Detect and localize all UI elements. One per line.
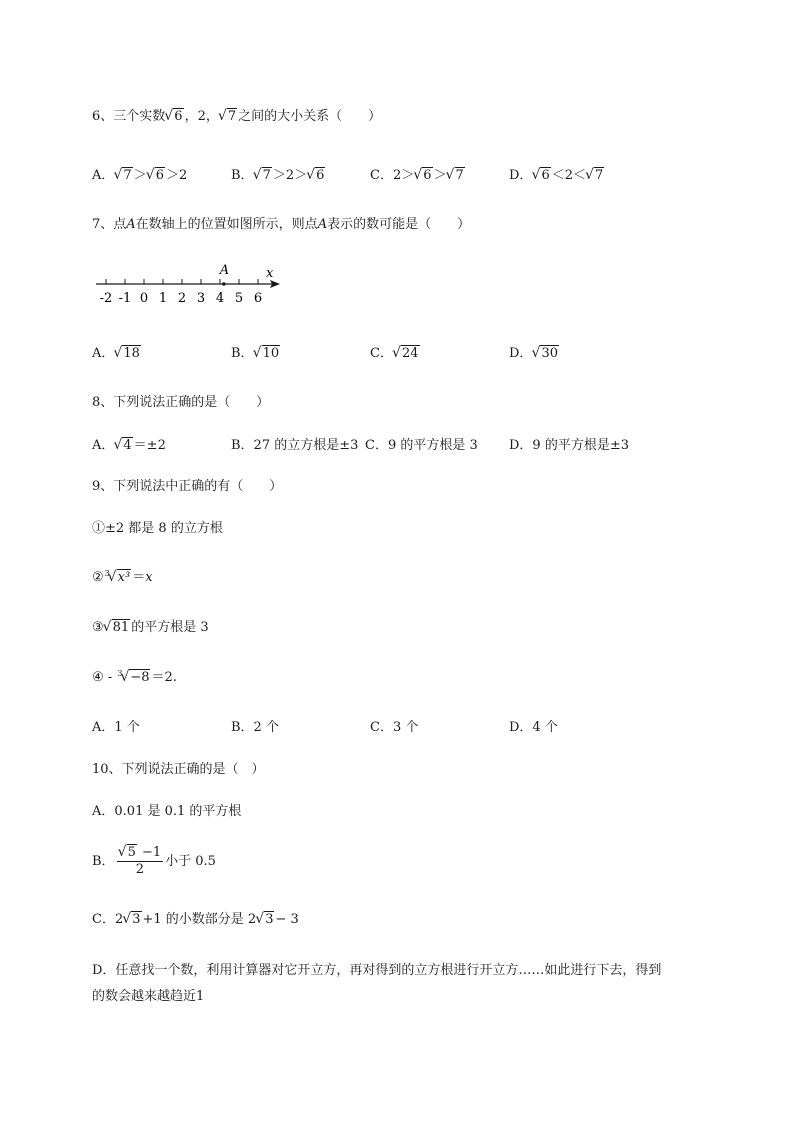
axis-x-label: x [266,266,274,281]
q7-option-c[interactable]: C．√ 24 [370,345,421,363]
point-a-dot [222,282,226,286]
q6-option-b[interactable]: B．√ 7 ＞2＞√ 6 [231,167,326,185]
q9-option-a[interactable]: A．1 个 [92,720,140,735]
axis-tick-label: -1 [118,291,132,306]
sqrt-symbol: √ 7 [220,108,237,126]
q6-option-d[interactable]: D．√ 6 ＜2＜√ 7 [509,167,605,185]
question-6-stem: 6、三个实数√ 6 ，2，√ 7 之间的大小关系（ ） [92,108,381,126]
axis-tick-label: 1 [158,291,168,306]
q9-option-d[interactable]: D．4 个 [509,720,558,735]
point-a-label: A [219,263,230,278]
axis-tick-label: 5 [234,291,244,306]
q9-statement-2: ② √ 3 x³ ＝x [92,569,153,587]
question-9-stem: 9、下列说法中正确的有（ ） [92,479,283,494]
q9-option-c[interactable]: C．3 个 [370,720,419,735]
question-10-stem: 10、下列说法正确的是（ ） [92,762,265,777]
cube-root-symbol: √ 3 −8 [117,669,150,687]
axis-tick-label: 3 [196,291,206,306]
q10-option-a[interactable]: A．0.01 是 0.1 的平方根 [92,804,242,819]
q8-option-d[interactable]: D．9 的平方根是±3 [509,438,629,453]
q8-option-b[interactable]: B．27 的立方根是±3 [231,438,359,453]
q6-option-a[interactable]: A．√ 7 ＞√ 6 ＞2 [92,167,187,185]
q9-option-b[interactable]: B．2 个 [231,720,279,735]
q7-option-b[interactable]: B．√ 10 [231,345,281,363]
axis-tick-label: -2 [99,291,113,306]
q10-option-b[interactable]: B． √ $\frac{5 -1}{2}$ 小于 0.5 [92,845,216,878]
axis-tick-label: 4 [215,291,225,306]
axis-tick-label: 0 [139,291,149,306]
axis-tick-label: 2 [177,291,187,306]
axis-tick-label: 6 [253,291,263,306]
q7-option-a[interactable]: A．√ 18 [92,345,142,363]
q10-option-d-line-1[interactable]: D．任意找一个数，利用计算器对它开立方，再对得到的立方根进行开立方……如此进行下去，得到 [92,963,662,978]
question-8-stem: 8、下列说法正确的是（ ） [92,395,270,410]
q8-option-a[interactable]: A．√ 4 ＝±2 [92,437,166,455]
axis-ticks [106,279,258,284]
q6-option-c[interactable]: C．2＞√ 6 ＞√ 7 [370,167,466,185]
axis-tick-labels [100,291,262,306]
fraction: √ $\frac{5 -1}{2}$ [117,845,164,878]
q10-option-d-line-2[interactable]: 的数会越来越趋近1 [92,989,205,1004]
q9-statement-1: ①±2 都是 8 的立方根 [92,521,223,536]
q8-option-c[interactable]: C．9 的平方根是 3 [365,438,478,453]
q9-statement-3: ③√ 81 的平方根是 3 [92,619,209,637]
cube-root-symbol: √ 3 x³ [105,569,132,587]
q7-option-d[interactable]: D．√ 30 [509,345,560,363]
q9-statement-4: ④ - √ 3 −8 ＝2. [92,669,177,687]
sqrt-symbol: √ 6 [166,108,183,126]
q10-option-c[interactable]: C．2√ 3 +1 的小数部分是 2√ 3 − 3 [92,911,299,929]
question-7-stem: 7、点A在数轴上的位置如图所示，则点A表示的数可能是（ ） [92,217,471,232]
number-line-figure [92,258,292,308]
